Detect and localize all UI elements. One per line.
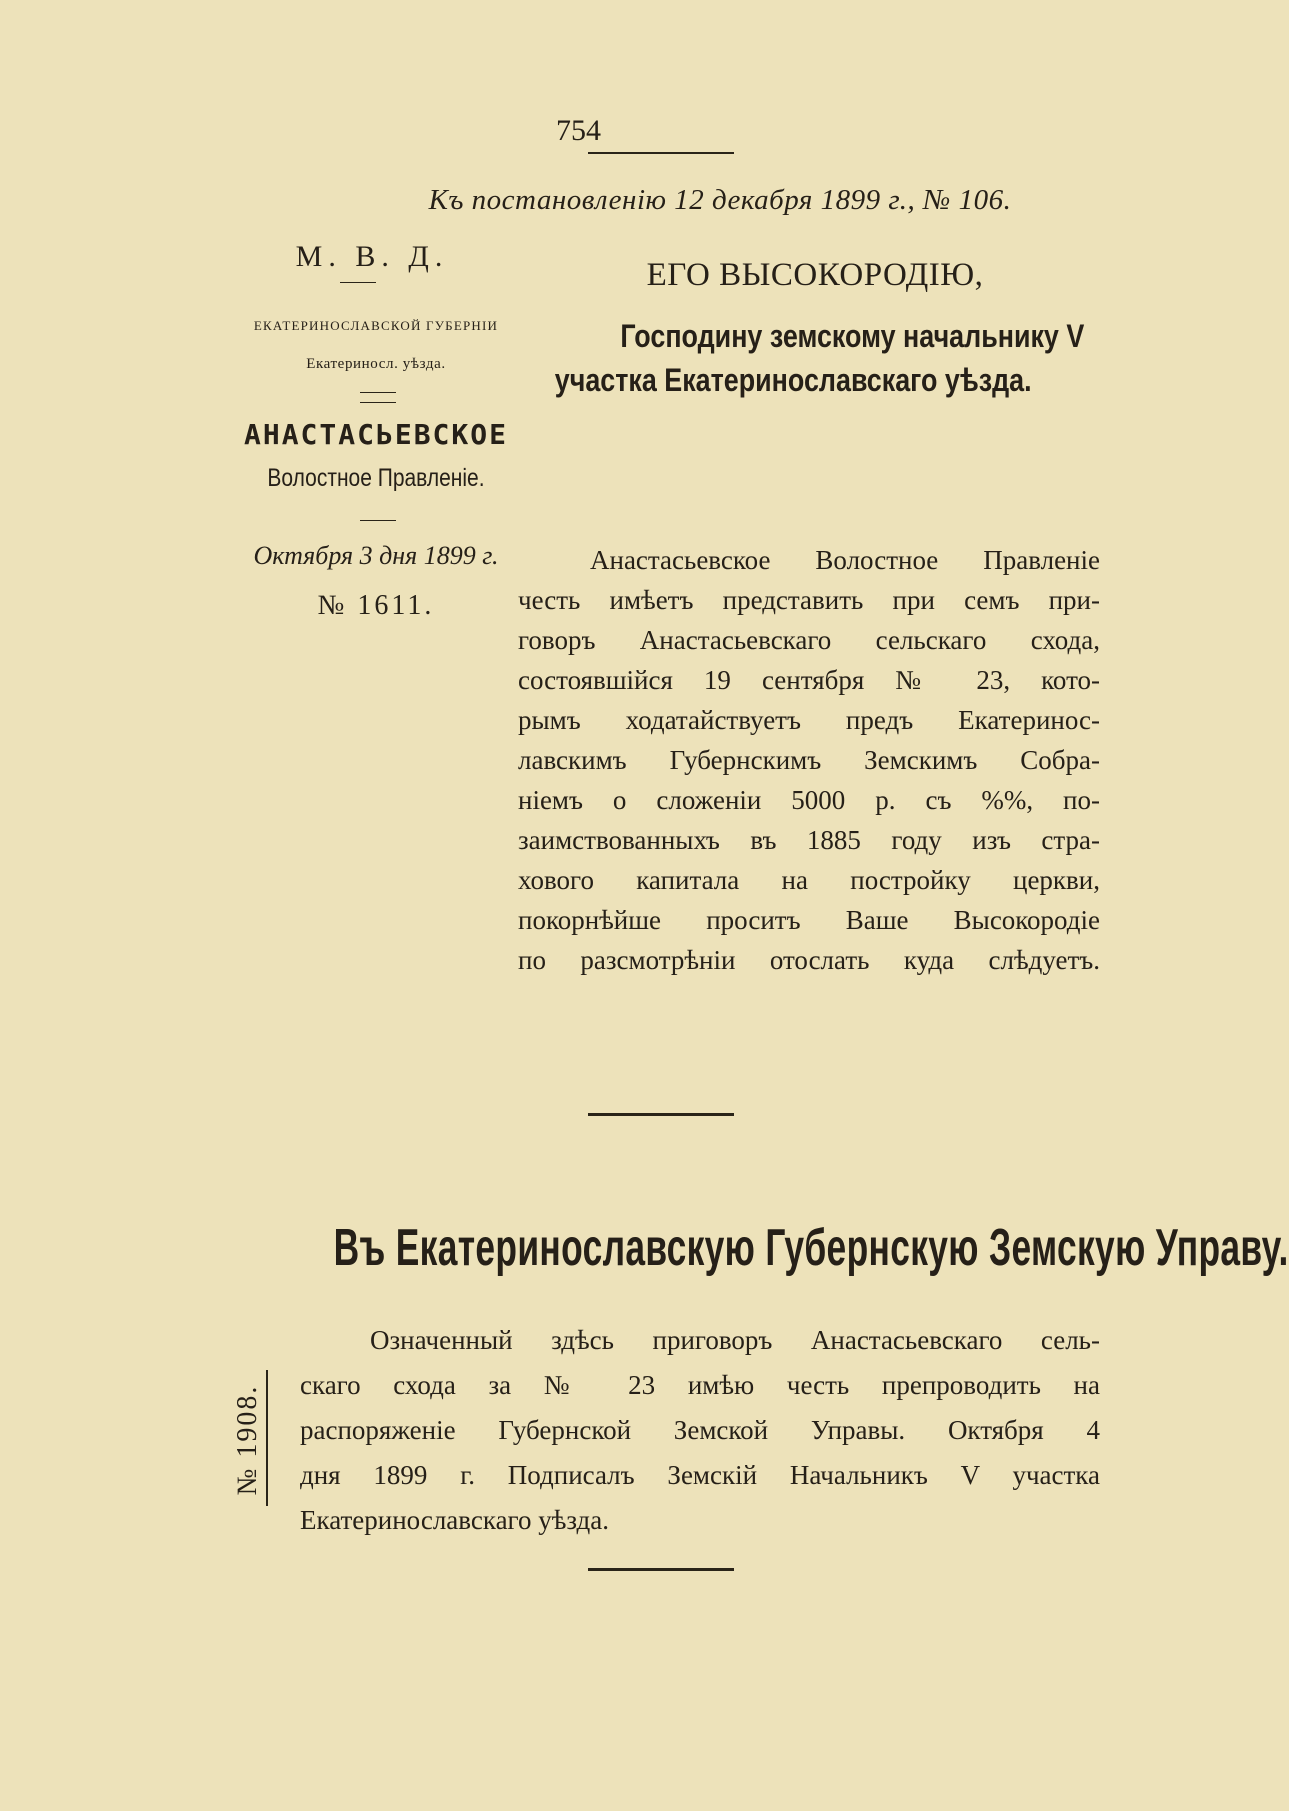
paragraph-line: дня 1899 г. Подписалъ Земскій Начальникъ V участка <box>300 1460 1100 1490</box>
side-number-rule <box>266 1370 268 1506</box>
section-separator <box>588 1113 734 1116</box>
province-label: ЕКАТЕРИНОСЛАВСКОЙ ГУБЕРНІИ <box>253 318 499 333</box>
reference-line: Къ постановленію 12 декабря 1899 г., № 106. <box>428 184 1012 216</box>
volost-name: АНАСТАСЬЕВСКОЕ <box>243 418 508 451</box>
paragraph-line: честь имѣетъ представить при семъ при- <box>518 585 1100 615</box>
document-date: Октября 3 дня 1899 г. <box>253 541 499 570</box>
addressee-title: ЕГО ВЫСОКОРОДІЮ, <box>646 257 984 293</box>
petition-paragraph <box>518 540 1100 980</box>
ministry-abbrev: М. В. Д. <box>295 240 449 273</box>
paragraph-line: скаго схода за № 23 имѣю честь препроводить на <box>300 1370 1100 1400</box>
divider-rule <box>340 282 376 283</box>
district-label: Екатериносл. уѣзда. <box>306 356 446 372</box>
side-number <box>218 1370 278 1510</box>
divider-rule <box>360 402 396 403</box>
paragraph-line: рымъ ходатайствуетъ предъ Екатеринос- <box>518 705 1100 735</box>
paragraph-line: Екатеринославскаго уѣзда. <box>300 1505 610 1535</box>
page-number-rule <box>588 152 734 154</box>
paragraph-line: состоявшійся 19 сентября № 23, кото- <box>518 665 1100 695</box>
paragraph-line: ніемъ о сложеніи 5000 р. съ %%, по- <box>518 785 1100 815</box>
paragraph-line: лавскимъ Губернскимъ Земскимъ Собра- <box>518 745 1100 775</box>
addressee-line: участка Екатеринославскаго уѣзда. <box>554 362 1032 398</box>
document-number: № 1611. <box>317 590 435 621</box>
divider-rule <box>360 392 396 393</box>
paragraph-line: заимствованныхъ въ 1885 году изъ стра- <box>518 825 1100 855</box>
side-number-text: № 1908. <box>232 1384 263 1496</box>
paragraph-line: хового капитала на постройку церкви, <box>518 865 1100 895</box>
end-separator <box>588 1568 734 1571</box>
paragraph-line: по разсмотрѣніи отослать куда слѣдуетъ. <box>518 945 1100 975</box>
divider-rule <box>360 520 396 521</box>
volost-board-label: Волостное Правленіе. <box>267 464 485 492</box>
section-heading: Въ Екатеринославскую Губернскую Земскую Управу. <box>333 1219 1289 1277</box>
paragraph-line: Означенный здѣсь приговоръ Анастасьевскаго сель- <box>370 1325 1100 1355</box>
paragraph-line: покорнѣйше проситъ Ваше Высокородіе <box>518 905 1100 935</box>
paragraph-line: распоряженіе Губернской Земской Управы. Октября 4 <box>300 1415 1100 1445</box>
paragraph-line: говоръ Анастасьевскаго сельскаго схода, <box>518 625 1100 655</box>
forwarding-paragraph <box>300 1318 1100 1543</box>
paragraph-line: Анастасьевское Волостное Правленіе <box>590 545 1100 575</box>
page-number: 754 <box>556 114 601 147</box>
addressee-line: Господину земскому начальнику V <box>620 318 1085 354</box>
